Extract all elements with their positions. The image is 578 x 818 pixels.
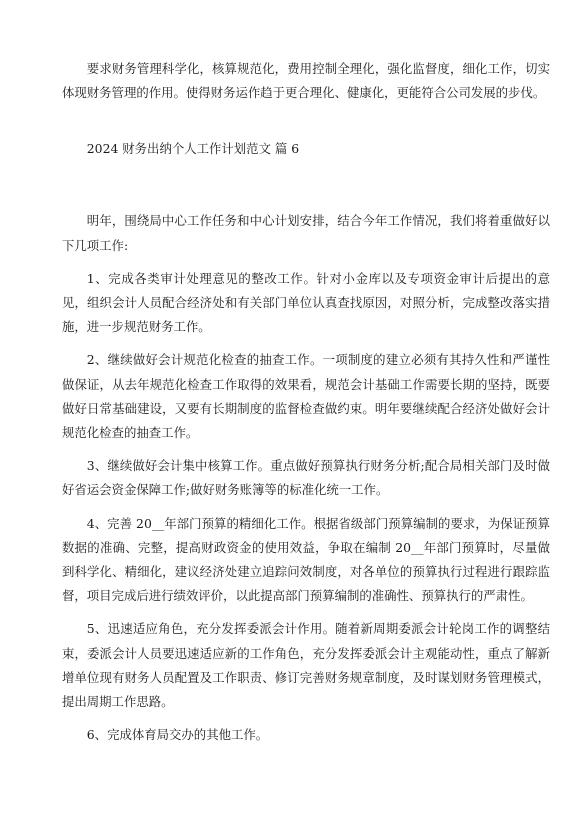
document-page <box>62 57 550 747</box>
paragraph-lead: 明年，围绕局中心工作任务和中心计划安排，结合今年工作情况，我们将着重做好以下几项工作: <box>62 213 550 253</box>
paragraph-item-4: 4、完善 20__年部门预算的精细化工作。根据省级部门预算编制的要求，为保证预算数据的准确、完整，提高财政资金的使用效益，争取在编制 20__年部门预算时，尽量做到科学化、精细化，建议经济处建立追踪问效制度，对各单位的预算执行过程进行跟踪监督，项目完成后进行绩效评价，以此提高部门预算编制的准确性、预算执行的严肃性。 <box>62 515 550 604</box>
intro-paragraph: 要求财务管理科学化，核算规范化，费用控制全理化，强化监督度，细化工作，切实体现财务管理的作用。使得财务运作趋于更合理化、健康化，更能符合公司发展的步伐。 <box>62 61 550 101</box>
paragraph-item-6: 6、完成体育局交办的其他工作。 <box>86 727 269 743</box>
paragraph-item-3: 3、继续做好会计集中核算工作。重点做好预算执行财务分析;配合局相关部门及时做好省运会资金保障工作;做好财务账簿等的标准化统一工作。 <box>62 458 550 498</box>
section-heading: 2024 财务出纳个人工作计划范文 篇 6 <box>86 141 300 157</box>
paragraph-item-2: 2、继续做好会计规范化检查的抽查工作。一项制度的建立必须有其持久性和严谨性做保证，从去年规范化检查工作取得的效果看，规范会计基础工作需要长期的坚持，既要做好日常基础建设，又要有长期制度的监督检查做约束。明年要继续配合经济处做好会计规范化检查的抽查工作。 <box>62 352 550 441</box>
paragraph-item-5: 5、迅速适应角色，充分发挥委派会计作用。随着新周期委派会计轮岗工作的调整结束，委派会计人员要迅速适应新的工作角色，充分发挥委派会计主观能动性，重点了解新增单位现有财务人员配置及工作职责、修订完善财务规章制度，及时谋划财务管理模式，提出周期工作思路。 <box>62 621 550 710</box>
paragraph-item-1: 1、完成各类审计处理意见的整改工作。针对小金库以及专项资金审计后提出的意见，组织会计人员配合经济处和有关部门单位认真查找原因，对照分析，完成整改落实措施，进一步规范财务工作。 <box>62 270 550 335</box>
